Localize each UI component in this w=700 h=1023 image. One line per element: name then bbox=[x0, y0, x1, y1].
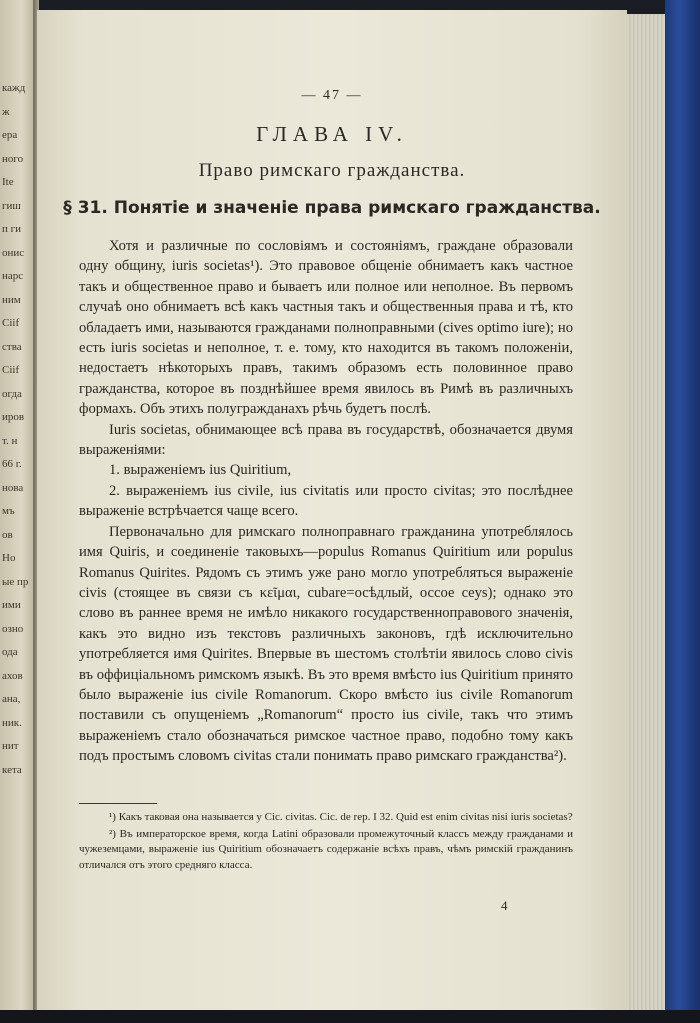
left-page-fragment: ним bbox=[2, 293, 21, 306]
left-page-fragment: нарс bbox=[2, 270, 24, 282]
printer-signature: 4 bbox=[501, 898, 508, 913]
left-page-fragment: ж bbox=[2, 105, 10, 118]
chapter-heading: ГЛАВА IV. bbox=[256, 122, 408, 146]
left-page-fragment: кета bbox=[2, 763, 22, 776]
left-page-fragment: ода bbox=[2, 646, 18, 658]
left-page-fragment: ера bbox=[2, 129, 18, 141]
left-page-fragment: ного bbox=[2, 152, 24, 165]
left-page-fragment: 66 г. bbox=[2, 458, 22, 470]
footnote: ¹) Какъ таковая она называется у Cic. civitas. Cic. de rep. I 32. Quid est enim civitas nisi iuris societas? bbox=[109, 811, 573, 823]
left-page-fragment: Но bbox=[2, 552, 16, 564]
left-page-fragment: ые пр bbox=[2, 575, 29, 588]
left-page-fragment: Ite bbox=[2, 176, 14, 188]
page-block-edges bbox=[627, 14, 667, 1010]
left-page-fragment: ов bbox=[2, 528, 13, 541]
left-page-fragment: иров bbox=[2, 411, 25, 423]
left-page-fragment: онис bbox=[2, 246, 25, 259]
left-page-fragment: мъ bbox=[2, 505, 15, 517]
book-page bbox=[37, 10, 627, 1013]
paragraph: Первоначально для римскаго полноправнаго гражданина употреблялось имя Quiris, и соединеніе таковыхъ—populus Romanus Quiritium или populus Romanus Quirites. Рядомъ съ этимъ уже рано могло употребляться выраженіе civis (стоящее въ связи съ κεῖμαι, cubare=осѣдлый, оссое ceys); однако это слово въ раннее время не имѣло никакого государственноправового значенія, какъ это видно изъ текстовъ различныхъ законовъ, гдѣ исключительно употребляется имя Quirites. Впервые въ шестомъ столѣтіи явилось слово civis въ оффиціальномъ римскомъ языкѣ. Въ это время вмѣсто ius Quiritium принято было выраженіе ius civile Romanorum. Скоро вмѣсто ius civile Romanorum поставили съ опущеніемъ „Romanorum“ просто ius civile, такъ что этимъ выраженіемъ стало обозначаться римское частное право, подобно тому какъ подъ простымъ словомъ civitas стали понимать право римскаго гражданства²). bbox=[79, 523, 573, 765]
left-page-fragment: Ciif bbox=[2, 317, 20, 329]
chapter-title: Право римскаго гражданства. bbox=[198, 160, 466, 181]
left-page-fragment: гиш bbox=[2, 199, 21, 212]
left-page-fragment: ана, bbox=[2, 693, 21, 705]
paragraph: Iuris societas, обнимающее всѣ права въ государствѣ, обозначается двумя выраженіями: bbox=[79, 421, 573, 459]
left-page-fragment: ства bbox=[2, 340, 22, 353]
left-page-fragment: ими bbox=[2, 599, 21, 611]
footnote: ²) Въ императорское время, когда Latini образовали промежуточный классъ между гражданами и чужеземцами, выраженіе ius Quiritium обозначаетъ содержаніе всѣхъ правъ, чѣмъ римскій гражданинъ отличался отъ этого средняго класса. bbox=[79, 827, 573, 871]
left-page-fragment: нова bbox=[2, 481, 24, 494]
left-page-fragment: Ciif bbox=[2, 364, 20, 376]
body-text bbox=[79, 236, 573, 767]
paragraph: Хотя и различные по сословіямъ и состояніямъ, граждане образовали одну общину, iuris societas¹). Это правовое общеніе обнимаетъ какъ частное такъ и общественное право и бываетъ или полное или неполное. Въ первомъ случаѣ оно обнимаетъ всѣ какъ частныя такъ и общественныя права и тѣ, кто обладаетъ ими, называются гражданами полноправными (cives optimo iure); но есть iuris societas и неполное, т. е. тому, кто находится въ такомъ положеніи, недостаетъ нѣкоторыхъ правъ, такимъ образомъ есть половинное право гражданства, которое въ позднѣйшее время явилось въ Римѣ въ различныхъ формахъ. Объ этихъ полугражданахъ рѣчь будетъ послѣ. bbox=[79, 238, 573, 418]
page-number: — 47 — bbox=[301, 88, 363, 103]
left-page-fragment: ник. bbox=[2, 716, 22, 729]
left-page-fragment: п ги bbox=[2, 223, 22, 235]
left-page-fragment: огда bbox=[2, 387, 22, 400]
left-page-fragment: нит bbox=[2, 740, 19, 752]
footnote-rule bbox=[79, 803, 157, 804]
left-page-fragment: ахов bbox=[2, 669, 23, 682]
previous-page-edge bbox=[0, 0, 36, 1023]
section-title: § 31. Понятіе и значеніе права римскаго гражданства. bbox=[63, 198, 601, 218]
bottom-shadow bbox=[0, 1010, 700, 1023]
book-cover bbox=[665, 0, 700, 1023]
left-page-fragment: кажд bbox=[2, 82, 26, 94]
left-page-fragment: т. н bbox=[2, 434, 18, 447]
footnotes bbox=[79, 810, 573, 874]
paragraph: 1. выраженіемъ ius Quiritium, bbox=[109, 462, 292, 479]
left-page-fragment: озно bbox=[2, 622, 24, 635]
paragraph: 2. выраженіемъ ius civile, ius civitatis или просто civitas; это послѣднее выраженіе встрѣчается чаще всего. bbox=[79, 482, 573, 520]
